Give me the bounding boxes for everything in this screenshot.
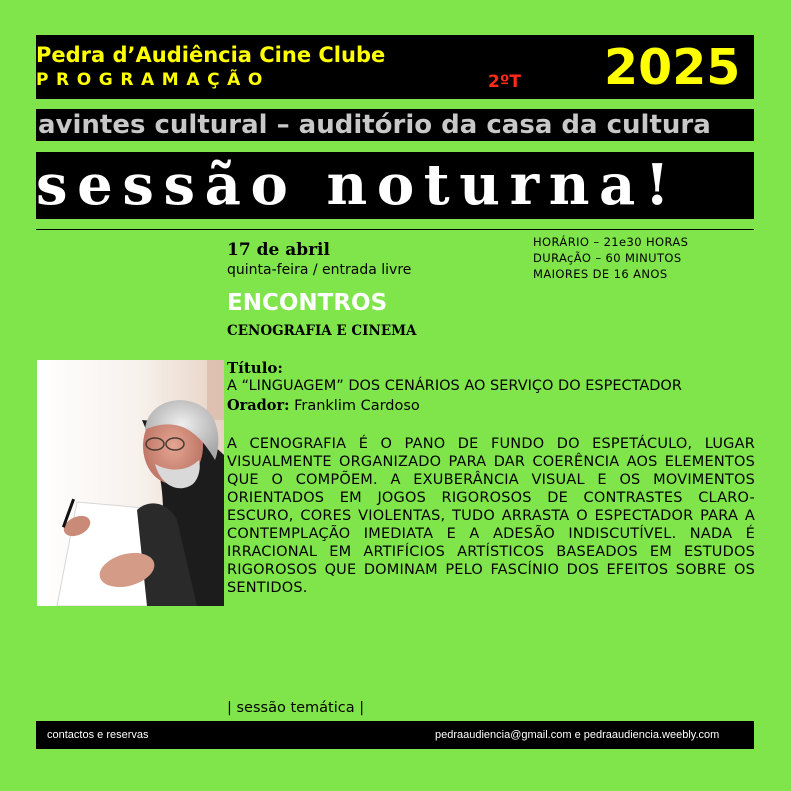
year-label: 2025 [604,39,741,96]
event-theme: ENCONTROS [227,290,388,316]
footer-contacts-label: contactos e reservas [47,729,149,741]
session-title: sessão noturna! [36,152,680,218]
talk-title: A “LINGUAGEM” DOS CENÁRIOS AO SERVIÇO DO ESPECTADOR [227,378,682,394]
speaker-name: Franklim Cardoso [294,398,420,414]
speaker-label: Orador: [227,397,290,414]
program-label: PROGRAMAÇÃO [36,70,270,90]
event-description: A CENOGRAFIA É O PANO DE FUNDO DO ESPETÁCULO, LUGAR VISUALMENTE ORGANIZADO PARA DAR COERÊNCIA AOS ELEMENTOS QUE O COMPÕEM. A EXUBERÂNCIA VISUAL E OS MOVIMENTOS ORIENTADOS EM JOGOS RIGOROSOS DE CONTRASTES CLARO-ESCURO, CORES VIOLENTAS, TUDO ARRASTA O ESPECTADOR PARA A CONTEMPLAÇÃO IMEDIATA E A ADESÃO INDISCUTÍVEL. NADA É IRRACIONAL EM ARTIFÍCIOS ARTÍSTICOS BASEADOS EM ESTUDOS RIGOROSOS QUE DOMINAM PELO FASCÍNIO DOS EFEITOS SOBRE OS SENTIDOS. [227,436,755,596]
divider [36,229,754,230]
speaker-line [227,397,420,415]
event-date: 17 de abril [227,240,330,260]
speaker-photo [37,360,224,606]
session-type: | sessão temática | [227,700,365,716]
info-schedule: HORÁRIO – 21e30 HORAS [533,235,689,249]
info-age-rating: MAIORES DE 16 ANOS [533,267,668,281]
venue-label: avintes cultural – auditório da casa da cultura [38,110,711,140]
speaker-photo-image [37,360,224,606]
event-subtheme: CENOGRAFIA E CINEMA [227,323,417,339]
trimester-label: 2ºT [488,72,522,92]
talk-title-label: Título: [227,359,283,377]
info-duration: DURAçÃO – 60 MINUTOS [533,251,682,265]
footer-contact-links[interactable]: pedraaudiencia@gmail.com e pedraaudiencia.weebly.com [435,729,720,741]
club-name: Pedra d’Audiência Cine Clube [36,43,386,67]
event-weekday-entry: quinta-feira / entrada livre [227,262,412,278]
